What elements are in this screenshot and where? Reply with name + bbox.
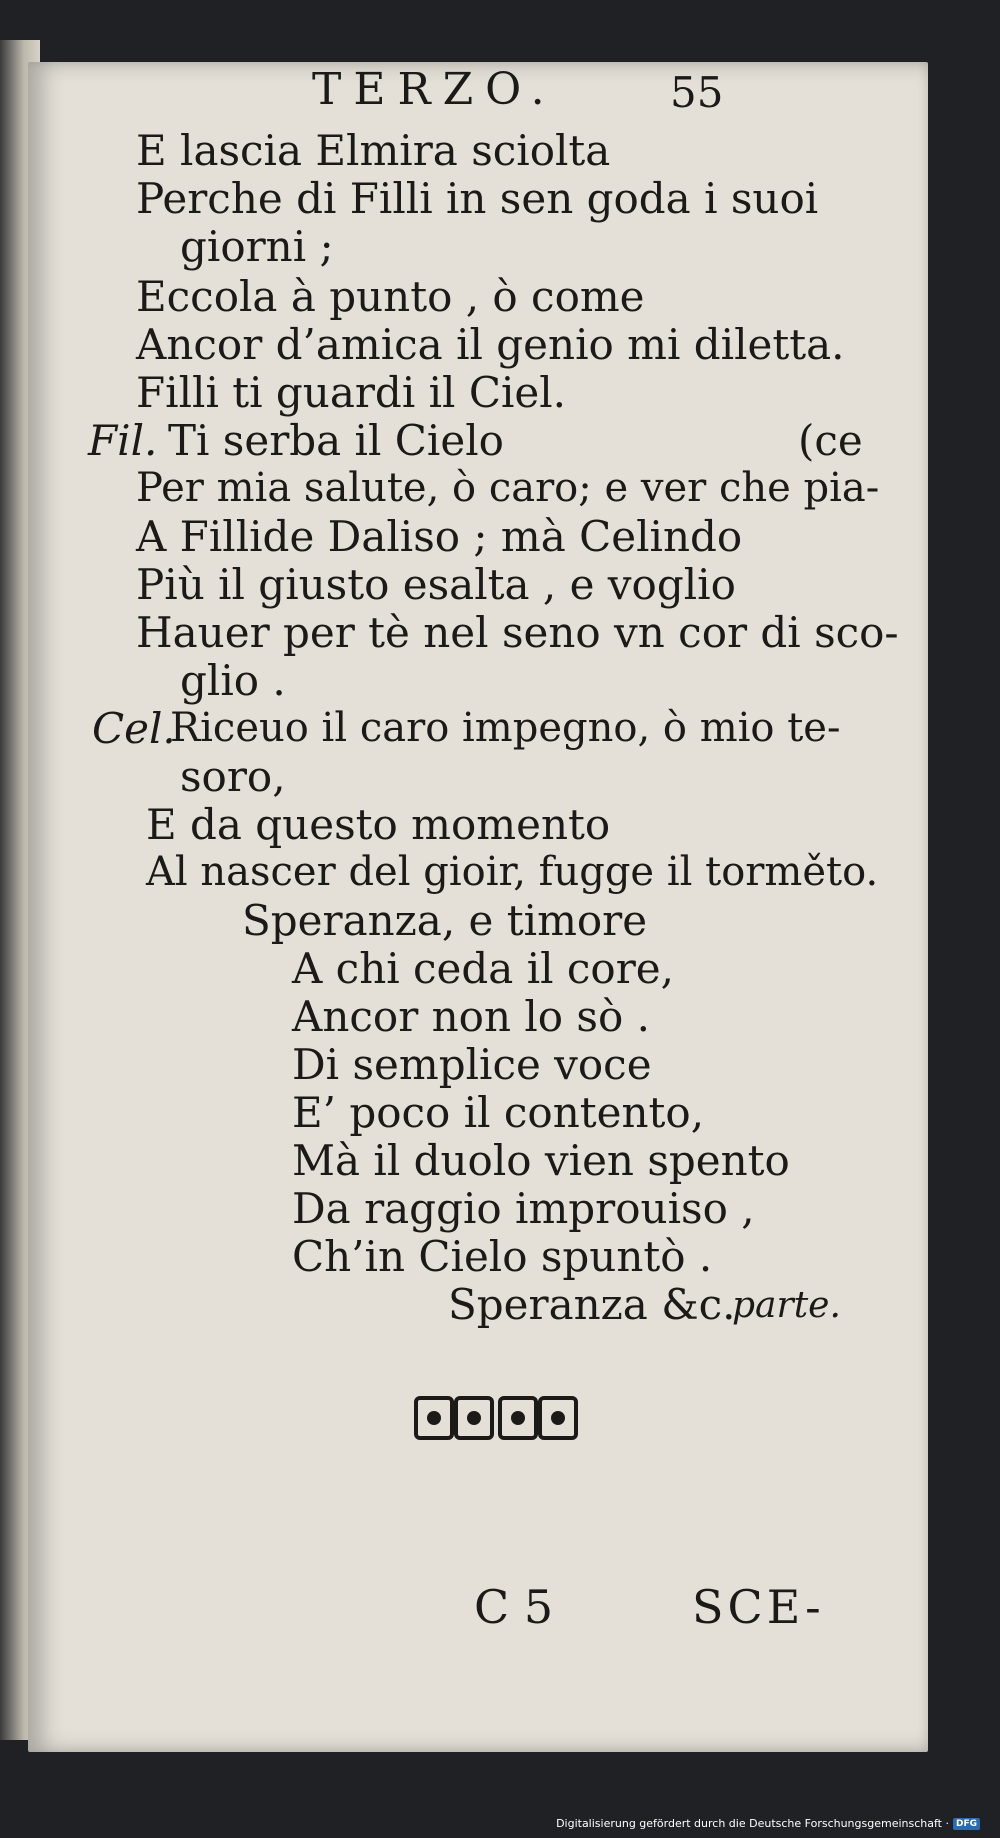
- text-line: Per mia salute, ò caro; e ver che pia-: [136, 465, 880, 511]
- credit-line: [556, 1817, 980, 1830]
- text-line: Al nascer del gioir, fugge il torměto.: [146, 849, 879, 895]
- speaker-label: Cel.: [92, 704, 176, 753]
- aria-line: E’ poco il contento,: [292, 1088, 705, 1137]
- text-line: Eccola à punto , ò come: [136, 272, 645, 321]
- text-line: Perche di Filli in sen goda i suoi: [136, 174, 819, 223]
- text-line: giorni ;: [180, 222, 334, 271]
- aria-line: Speranza, e timore: [242, 896, 648, 945]
- printer-ornament-icon: [412, 1392, 580, 1444]
- aria-line: Da raggio improuiso ,: [292, 1184, 755, 1233]
- text-line: Più il giusto esalta , e voglio: [136, 560, 736, 609]
- stage-direction: parte.: [732, 1285, 841, 1326]
- aria-line: Ch’in Cielo spuntò .: [292, 1232, 713, 1281]
- text-line: soro,: [180, 752, 286, 801]
- aria-line: A chi ceda il core,: [292, 944, 674, 993]
- running-header: TERZO.: [312, 64, 557, 115]
- text-line: Ti serba il Cielo: [168, 416, 504, 465]
- aria-line: Ancor non lo sò .: [292, 992, 650, 1041]
- text-line: E da questo momento: [146, 800, 611, 849]
- book-page: [28, 62, 928, 1752]
- text-line: Filli ti guardi il Ciel.: [136, 368, 567, 417]
- catchword: SCE-: [692, 1580, 825, 1634]
- aria-line: Mà il duolo vien spento: [292, 1136, 790, 1185]
- text-line: glio .: [180, 656, 286, 705]
- text-line: Riceuo il caro impegno, ò mio te-: [170, 705, 841, 751]
- text-line: E lascia Elmira sciolta: [136, 126, 611, 175]
- repeat-direction: Speranza &c.: [448, 1280, 736, 1329]
- text-line: (ce: [798, 416, 863, 465]
- dfg-logo-icon: DFG: [953, 1818, 980, 1830]
- text-line: Hauer per tè nel seno vn cor di sco-: [136, 608, 899, 657]
- text-line: Ancor d’amica il genio mi diletta.: [136, 320, 845, 369]
- text-line: A Fillide Daliso ; mà Celindo: [136, 512, 743, 561]
- credit-text: Digitalisierung gefördert durch die Deutsche Forschungsgemeinschaft ·: [556, 1817, 949, 1830]
- page-number: 55: [670, 68, 724, 117]
- signature-mark: C 5: [474, 1580, 554, 1634]
- speaker-label: Fil.: [88, 416, 158, 465]
- aria-line: Di semplice voce: [292, 1040, 652, 1089]
